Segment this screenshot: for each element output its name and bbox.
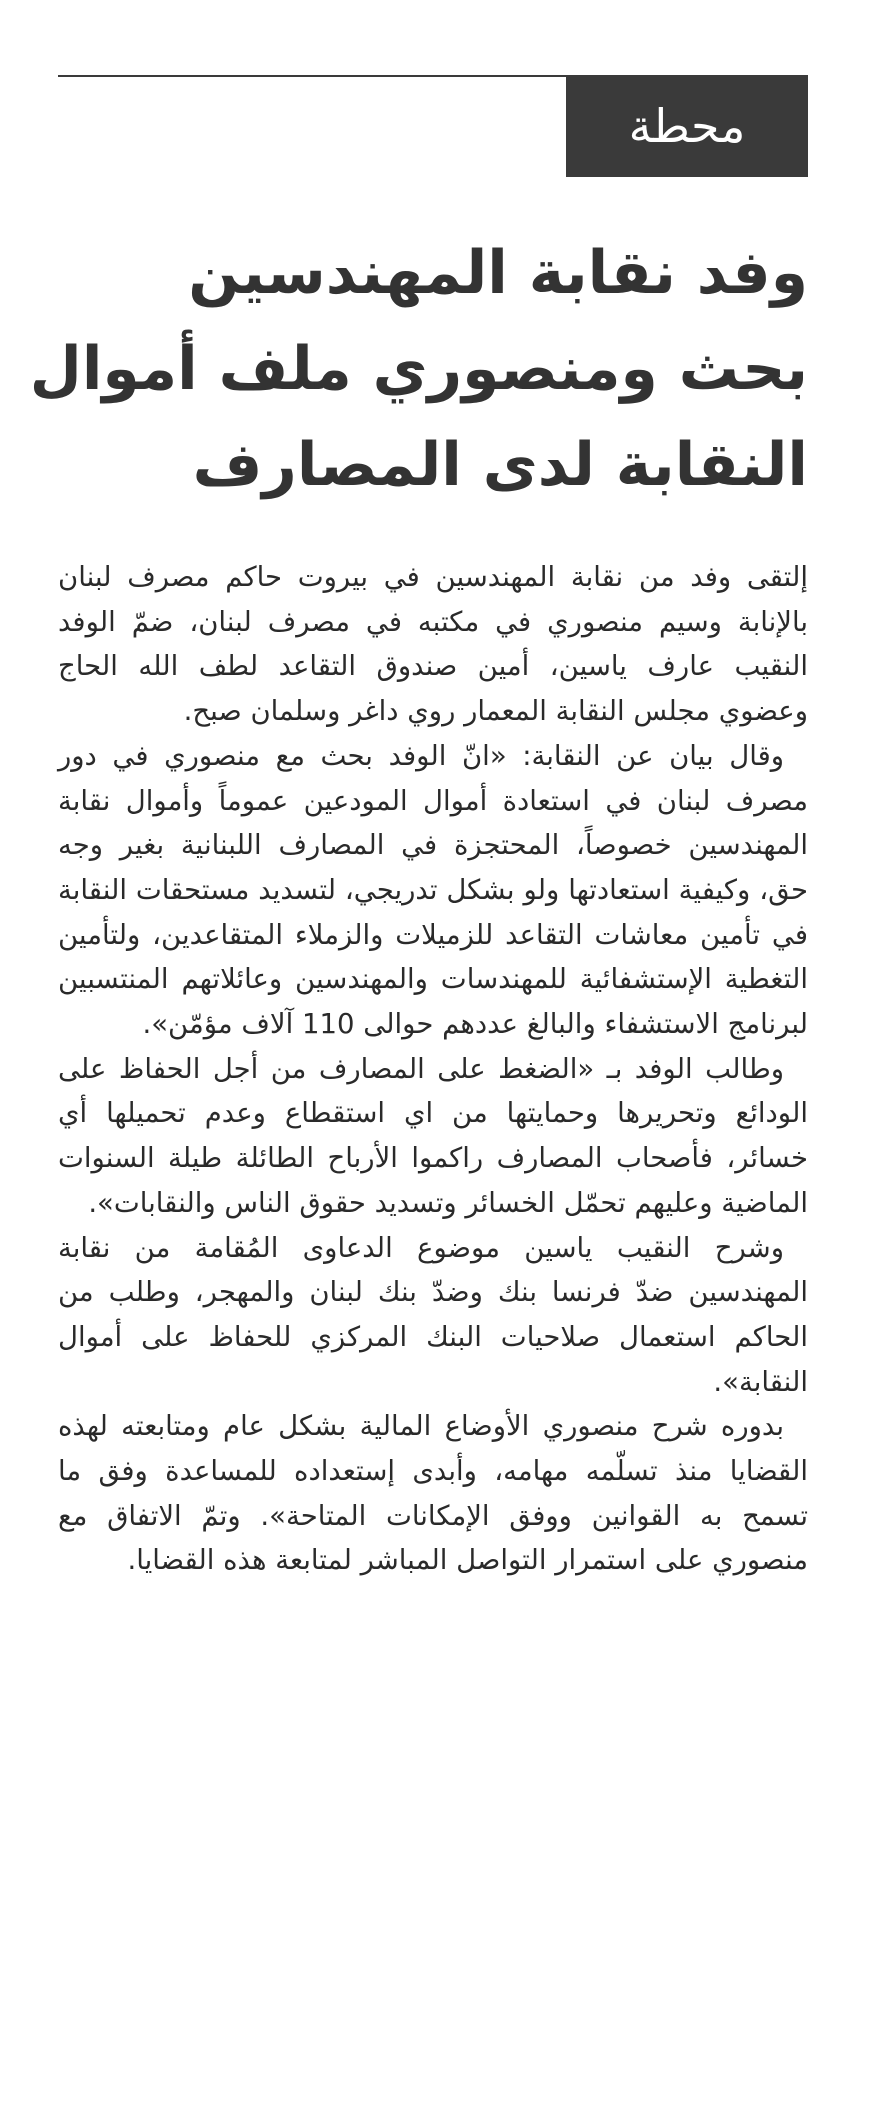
headline (29, 225, 808, 513)
section-label: محطة (566, 75, 808, 177)
paragraph-3: وطالب الوفد بـ «الضغط على المصارف من أجل الحفاظ على الودائع وتحريرها وحمايتها من اي استقطاع وعدم تحميلها أي خسائر، فأصحاب المصارف راكموا الأرباح الطائلة طيلة السنوات الماضية وعليهم تحمّل الخسائر وتسديد حقوق الناس والنقابات». (58, 1052, 808, 1219)
headline-line-1: وفد نقابة المهندسين (188, 238, 808, 308)
section-header (58, 75, 808, 177)
paragraph-1: إلتقى وفد من نقابة المهندسين في بيروت حاكم مصرف لبنان بالإنابة وسيم منصوري في مكتبه في مصرف لبنان، ضمّ الوفد النقيب عارف ياسين، أمين صندوق التقاعد لطف الله الحاج وعضوي مجلس النقابة المعمار روي داغر وسلمان صبح. (58, 561, 808, 728)
article-body (58, 555, 808, 1583)
paragraph-4: وشرح النقيب ياسين موضوع الدعاوى المُقامة من نقابة المهندسين ضدّ فرنسا بنك وضدّ بنك لبنان والمهجر، وطلب من الحاكم استعمال صلاحيات البنك المركزي للحفاظ على أموال النقابة». (58, 1231, 808, 1398)
article-page (29, 75, 808, 1583)
paragraph-5: بدوره شرح منصوري الأوضاع المالية بشكل عام ومتابعته لهذه القضايا منذ تسلّمه مهامه، وأبدى إستعداده للمساعدة وفق ما تسمح به القوانين ووفق الإمكانات المتاحة». وتمّ الاتفاق مع منصوري على استمرار التواصل المباشر لمتابعة هذه القضايا. (58, 1410, 808, 1577)
headline-line-2: بحث ومنصوري ملف أموال (29, 334, 808, 404)
paragraph-2: وقال بيان عن النقابة: «انّ الوفد بحث مع منصوري في دور مصرف لبنان في استعادة أموال المودعين عموماً وأموال نقابة المهندسين خصوصاً، المحتجزة في المصارف اللبنانية بغير وجه حق، وكيفية استعادتها ولو بشكل تدريجي، لتسديد مستحقات النقابة في تأمين معاشات التقاعد للزميلات والزملاء المتقاعدين، ولتأمين التغطية الإستشفائية للمهندسات والمهندسين وعائلاتهم المنتسبين لبرنامج الاستشفاء والبالغ عددهم حوالى 110 آلاف مؤمّن». (58, 739, 808, 1041)
headline-line-3: النقابة لدى المصارف (192, 430, 808, 500)
